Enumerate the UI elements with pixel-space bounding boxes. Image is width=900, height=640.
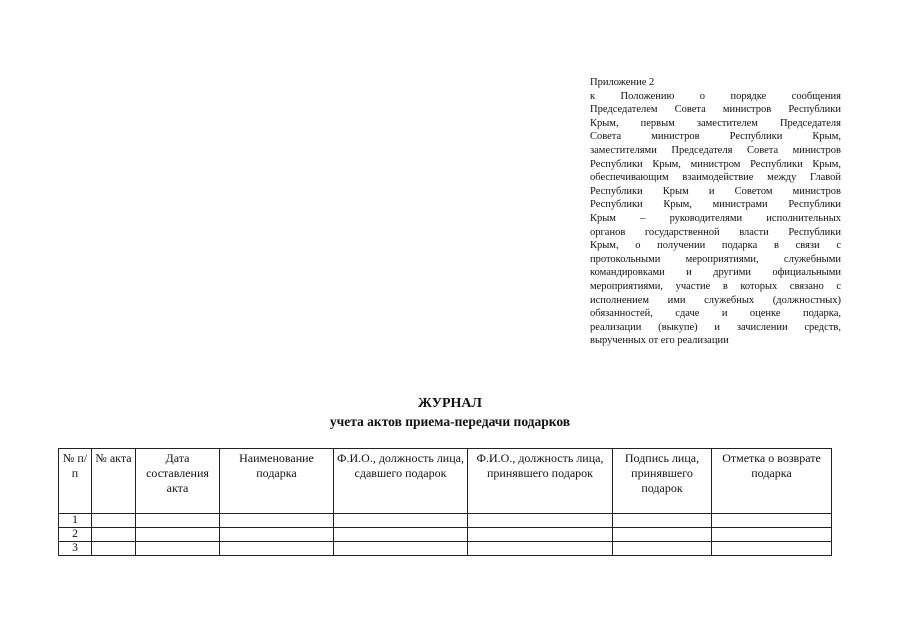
appendix-line: вырученных от его реализации [590,335,729,347]
table-cell [92,528,136,542]
table-cell [92,514,136,528]
column-header-gift-name: Наименование подарка [220,449,334,514]
table-cell [220,542,334,556]
appendix-line: Приложение 2 [590,77,655,88]
journal-table [58,448,832,556]
table-cell [92,542,136,556]
appendix-line: Республики Крым, министром Республики Крым, [590,158,841,170]
table-cell [334,542,468,556]
column-header-act-number: № акта [92,449,136,514]
appendix-line: Совета министров Республики Крым, [590,131,841,143]
table-cell [468,542,613,556]
row-number-cell: 2 [59,528,92,542]
appendix-line: заместителями Председателя Совета министров [590,144,841,156]
table-row [59,528,832,542]
table-cell [613,542,712,556]
column-header-received-by: Ф.И.О., должность лица, принявшего подарок [468,449,613,514]
appendix-note [590,76,841,348]
table-cell [136,514,220,528]
table-cell [136,542,220,556]
table-cell [712,514,832,528]
column-header-receiver-signature: Подпись лица, принявшего подарок [613,449,712,514]
column-header-number: № п/п [59,449,92,514]
appendix-line: протокольными мероприятиями, служебными [590,253,841,265]
table-cell [468,514,613,528]
table-cell [220,514,334,528]
row-number-cell: 1 [59,514,92,528]
appendix-line: к Положению о порядке сообщения [590,90,841,102]
appendix-line: обеспечивающим взаимодействие между Главой [590,172,841,184]
journal-subtitle: учета актов приема-передачи подарков [329,414,571,429]
appendix-line: Крым – руководителями исполнительных [590,212,841,224]
column-header-act-date: Дата составления акта [136,449,220,514]
journal-title-block [0,395,900,431]
appendix-line: обязанностей, сдаче и оценке подарка, [590,308,841,320]
table-cell [712,528,832,542]
appendix-line: исполнением ими служебных (должностных) [590,294,841,306]
appendix-line: реализации (выкупе) и зачислении средств, [590,321,841,333]
appendix-line: командировками и другими официальными [590,267,841,279]
appendix-line: Республики Крым и Советом министров [590,185,841,197]
appendix-line: Крым, первым заместителем Председателя [590,117,841,129]
table-cell [468,528,613,542]
appendix-line: Крым, о получении подарка в связи с [590,240,841,252]
row-number-cell: 3 [59,542,92,556]
appendix-line: мероприятиями, участие в которых связано с [590,280,841,292]
appendix-line: органов государственной власти Республики [590,226,841,238]
table-cell [712,542,832,556]
column-header-return-mark: Отметка о возврате подарка [712,449,832,514]
appendix-line: Республики Крым, министрами Республики [590,199,841,211]
table-header-row [59,449,832,514]
column-header-handed-over-by: Ф.И.О., должность лица, сдавшего подарок [334,449,468,514]
journal-title: ЖУРНАЛ [418,396,482,411]
appendix-line: Председателем Совета министров Республики [590,104,841,116]
table-cell [613,528,712,542]
table-cell [220,528,334,542]
table-row [59,542,832,556]
table-cell [334,514,468,528]
table-cell [334,528,468,542]
table-cell [613,514,712,528]
table-row [59,514,832,528]
table-cell [136,528,220,542]
